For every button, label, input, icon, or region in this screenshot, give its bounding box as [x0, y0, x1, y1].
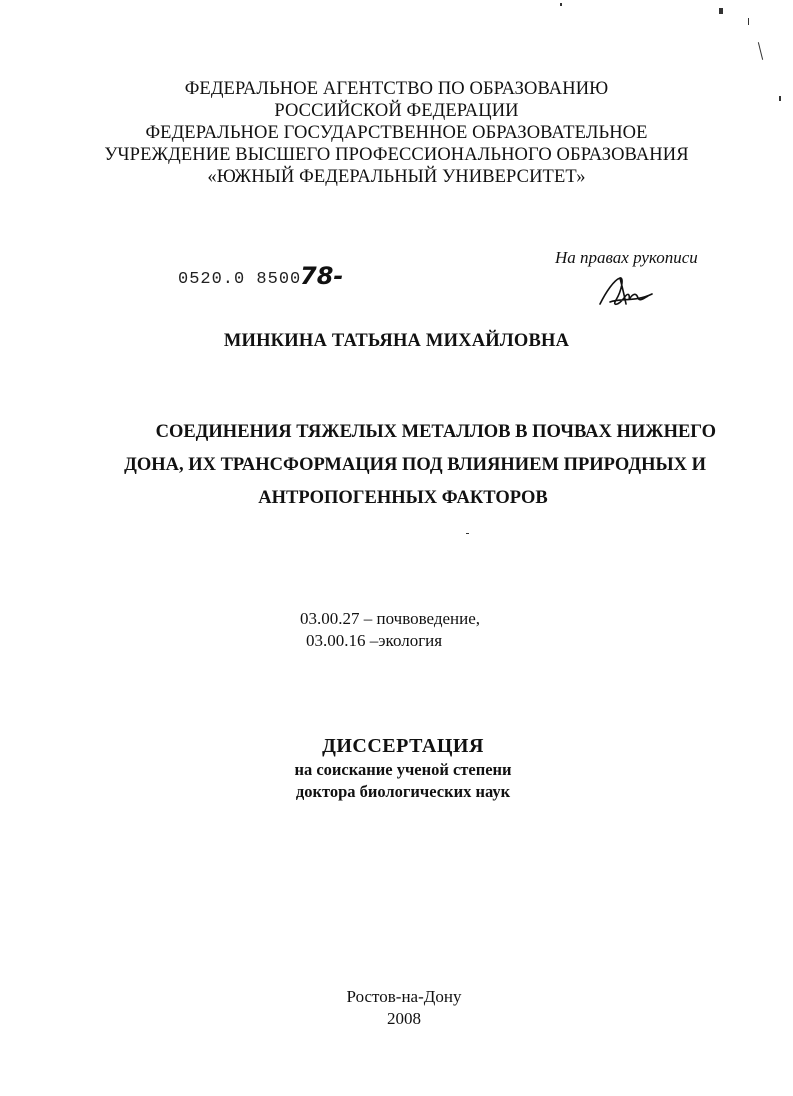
header-line: РОССИЙСКОЙ ФЕДЕРАЦИИ [274, 101, 519, 121]
institution-header [0, 78, 793, 188]
title-line: ДОНА, ИХ ТРАНСФОРМАЦИЯ ПОД ВЛИЯНИЕМ ПРИРОДНЫХ И [124, 455, 706, 475]
degree-title: ДИССЕРТАЦИЯ [322, 735, 484, 757]
specialty-line: 03.00.27 – почвоведение, [300, 609, 481, 628]
place-and-year [0, 986, 793, 1030]
header-line: УЧРЕЖДЕНИЕ ВЫСШЕГО ПРОФЕССИОНАЛЬНОГО ОБРАЗОВАНИЯ [104, 145, 689, 165]
scan-speck [758, 42, 763, 60]
specialty-codes [300, 608, 480, 652]
scan-speck [748, 18, 749, 25]
specialty-line: 03.00.16 –экология [306, 631, 443, 650]
city: Ростов-на-Дону [346, 987, 462, 1006]
archive-number-handwritten: 78- [300, 262, 344, 290]
title-line: СОЕДИНЕНИЯ ТЯЖЕЛЫХ МЕТАЛЛОВ В ПОЧВАХ НИЖНЕГО [155, 422, 716, 442]
author-name: МИНКИНА ТАТЬЯНА МИХАЙЛОВНА [223, 331, 570, 351]
archive-number: 0520.0 8500 [178, 270, 302, 289]
scan-speck [466, 533, 469, 534]
degree-line: на соискание ученой степени [294, 760, 512, 779]
header-line: «ЮЖНЫЙ ФЕДЕРАЛЬНЫЙ УНИВЕРСИТЕТ» [207, 167, 586, 187]
signature [596, 272, 656, 312]
degree-line: доктора биологических наук [295, 782, 511, 801]
header-line: ФЕДЕРАЛЬНОЕ АГЕНТСТВО ПО ОБРАЗОВАНИЮ [184, 79, 609, 99]
header-line: ФЕДЕРАЛЬНОЕ ГОСУДАРСТВЕННОЕ ОБРАЗОВАТЕЛЬНОЕ [145, 123, 648, 143]
scan-speck [779, 96, 781, 101]
year: 2008 [387, 1009, 421, 1028]
manuscript-rights-note: На правах рукописи [555, 248, 698, 267]
title-line: АНТРОПОГЕННЫХ ФАКТОРОВ [258, 488, 548, 508]
scan-speck [719, 8, 723, 14]
dissertation-title [100, 416, 730, 515]
degree-statement [0, 733, 793, 803]
scan-speck [560, 3, 562, 6]
